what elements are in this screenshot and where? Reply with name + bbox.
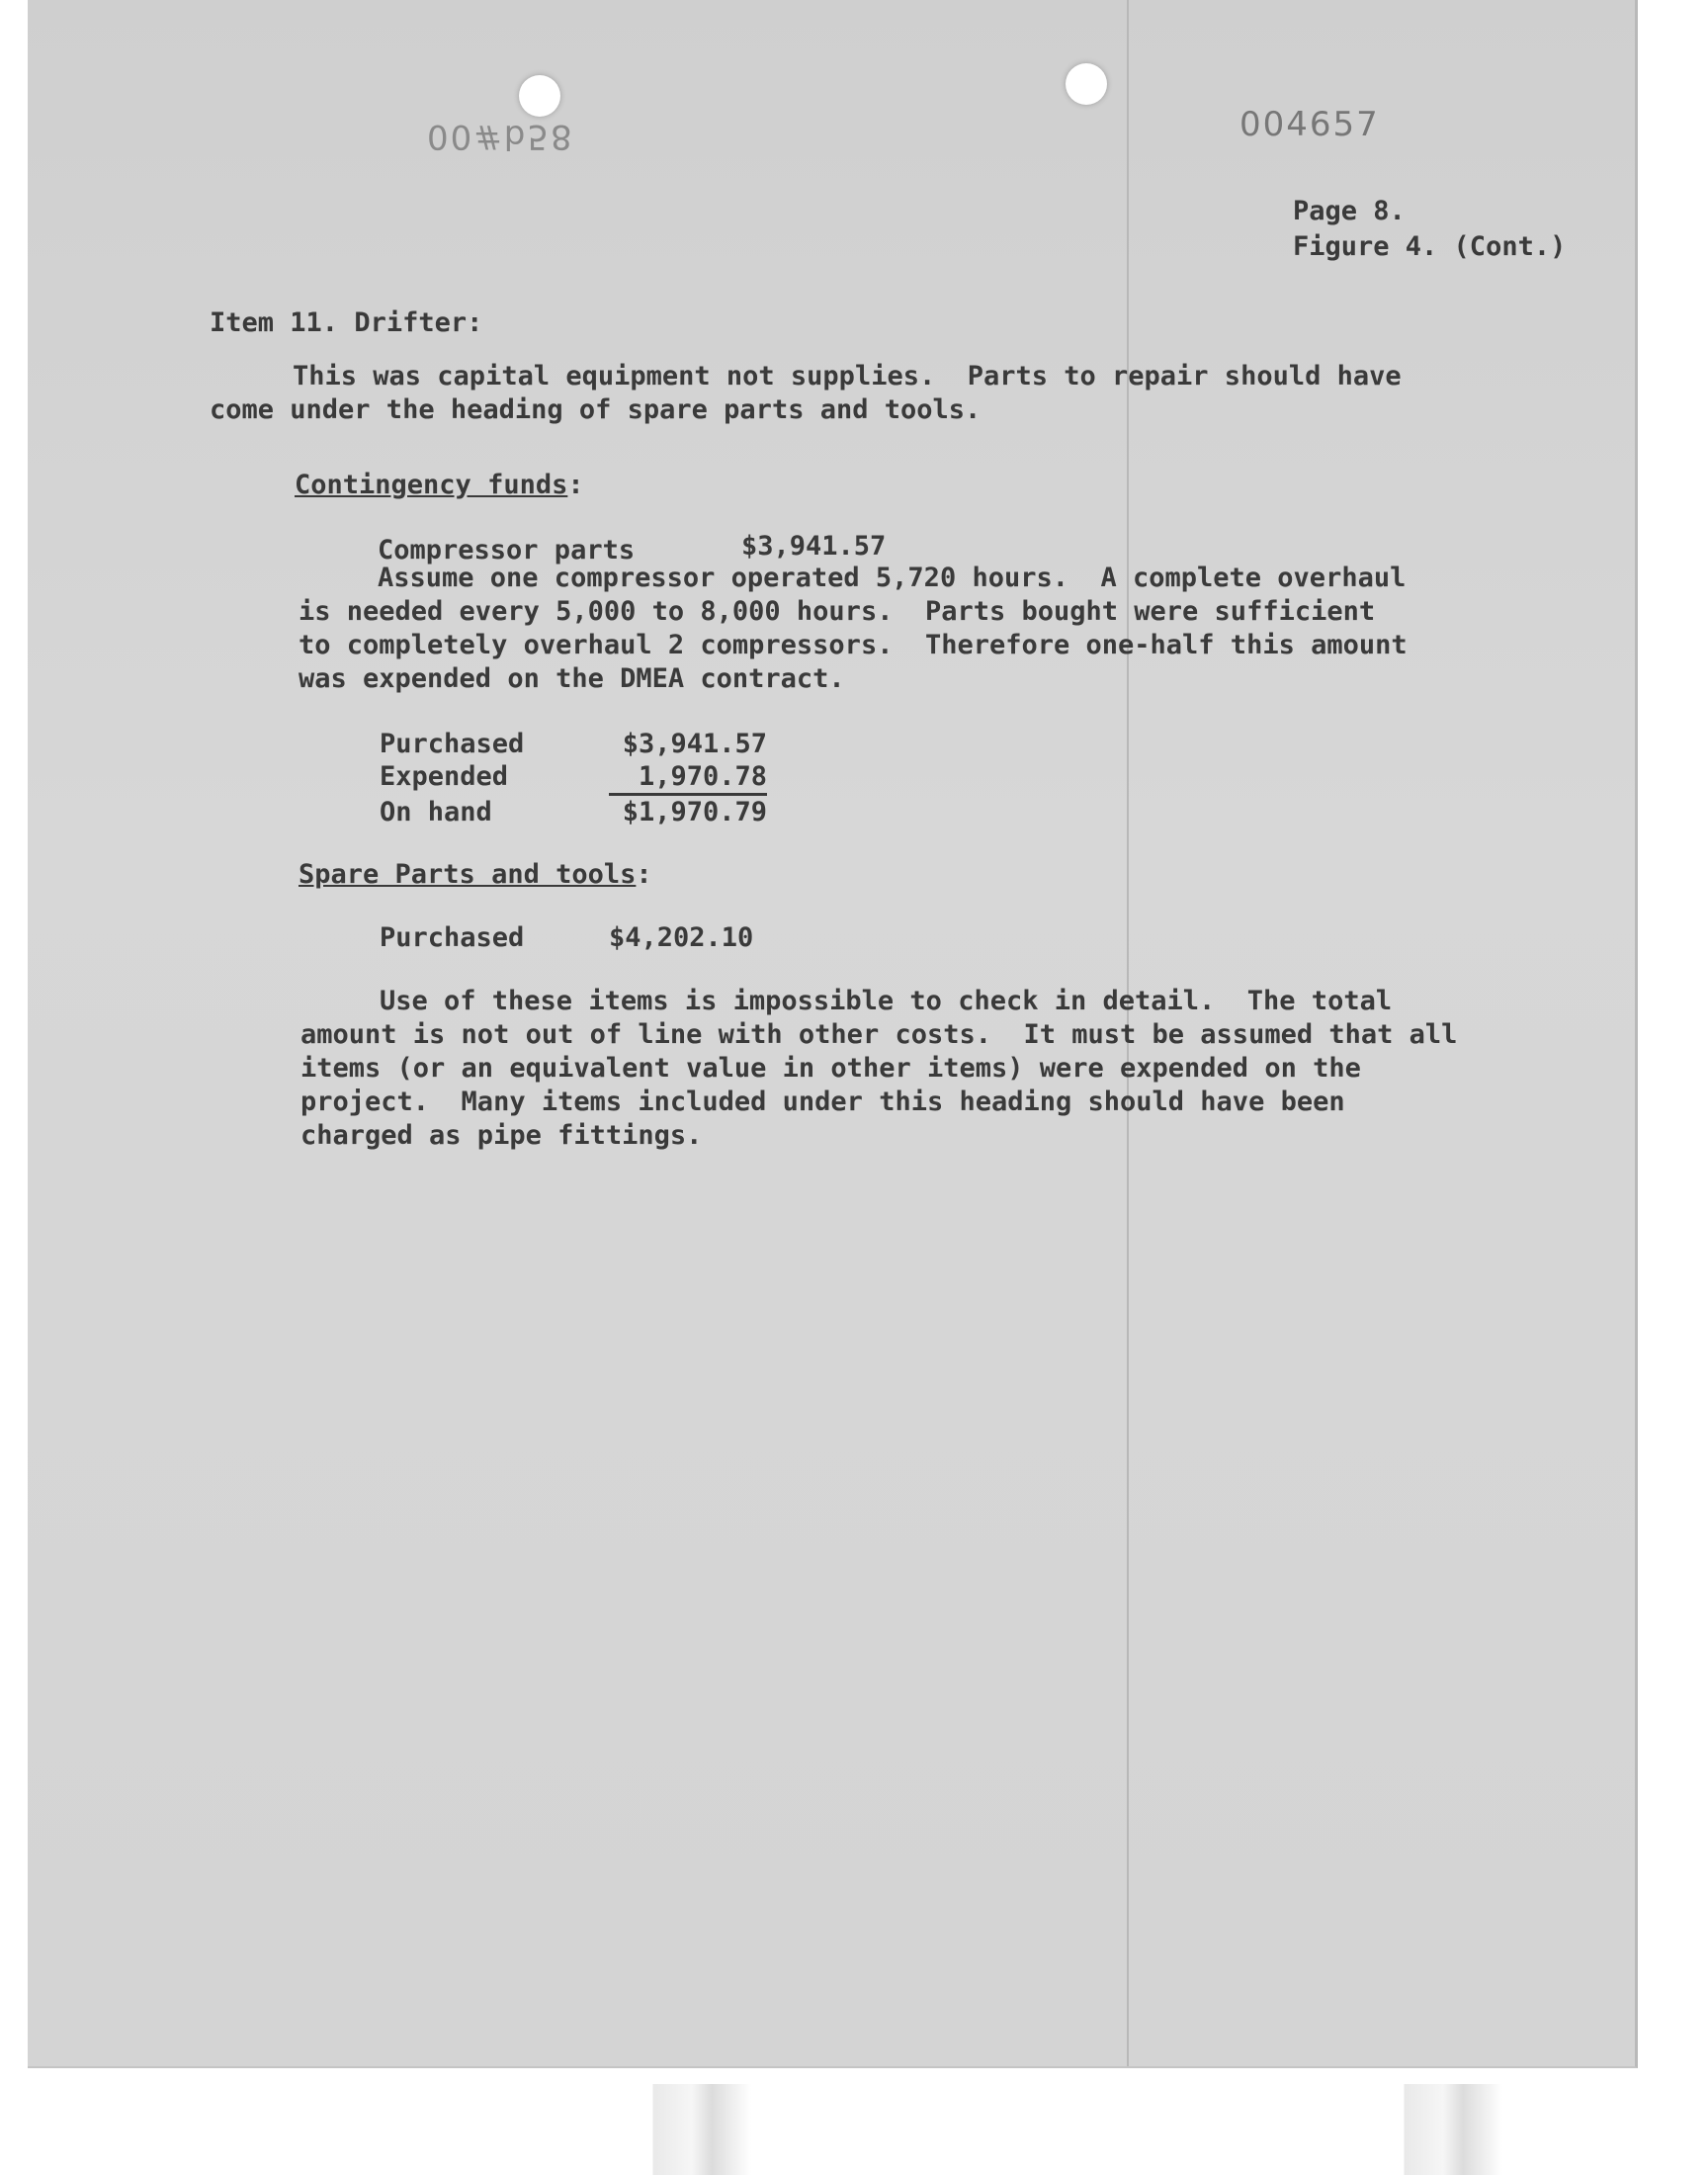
figure-label: Figure 4. (Cont.) xyxy=(1293,231,1567,262)
heading-colon: : xyxy=(567,470,584,500)
paragraph-line: This was capital equipment not supplies. Parts to repair should have xyxy=(293,361,1402,392)
section-heading-contingency xyxy=(295,469,584,502)
heading-text: Contingency funds xyxy=(295,470,568,500)
compressor-parts-value: $3,941.57 xyxy=(741,531,887,562)
item-title: Drifter: xyxy=(354,307,483,338)
punch-hole xyxy=(519,75,560,117)
table-label: Expended xyxy=(380,761,509,792)
paragraph-line: Assume one compressor operated 5,720 hours. A complete overhaul xyxy=(378,563,1407,593)
mirrored-stamp: 00#b58 xyxy=(427,117,574,156)
compressor-parts-label: Compressor parts xyxy=(378,535,636,566)
spare-purchased-label: Purchased xyxy=(380,922,525,953)
table-row xyxy=(380,728,767,760)
paragraph-line: Use of these items is impossible to check in detail. The total xyxy=(380,986,1393,1016)
paragraph-line: amount is not out of line with other costs. It must be assumed that all xyxy=(300,1019,1458,1050)
paragraph-line: come under the heading of spare parts and tools. xyxy=(210,394,982,425)
table-value: $1,970.79 xyxy=(622,797,767,827)
item-heading xyxy=(210,306,482,340)
paragraph-line: was expended on the DMEA contract. xyxy=(299,663,845,694)
contingency-table xyxy=(380,728,767,828)
paragraph-line: charged as pipe fittings. xyxy=(300,1120,703,1151)
page-number: Page 8. xyxy=(1293,196,1406,226)
document-number-stamp: 004657 xyxy=(1239,105,1380,144)
table-row xyxy=(380,760,767,796)
scan-margin xyxy=(0,2084,1708,2175)
paragraph-line: items (or an equivalent value in other items) were expended on the xyxy=(300,1053,1361,1084)
section-heading-spare-parts xyxy=(299,858,652,892)
heading-colon: : xyxy=(636,859,652,890)
punch-hole xyxy=(1066,63,1107,105)
paragraph-line: to completely overhaul 2 compressors. Therefore one-half this amount xyxy=(299,630,1408,660)
heading-text: Spare Parts and tools xyxy=(299,859,637,890)
spare-purchased-value: $4,202.10 xyxy=(609,922,754,953)
item-label: Item 11. xyxy=(210,307,339,338)
table-value: 1,970.78 xyxy=(609,760,767,796)
paragraph-line: is needed every 5,000 to 8,000 hours. Parts bought were sufficient xyxy=(299,596,1376,627)
table-value: $3,941.57 xyxy=(622,729,767,759)
table-row xyxy=(380,796,767,828)
table-label: Purchased xyxy=(380,729,525,759)
paragraph-line: project. Many items included under this heading should have been xyxy=(300,1087,1345,1117)
page-header xyxy=(1293,194,1566,265)
table-label: On hand xyxy=(380,797,492,827)
